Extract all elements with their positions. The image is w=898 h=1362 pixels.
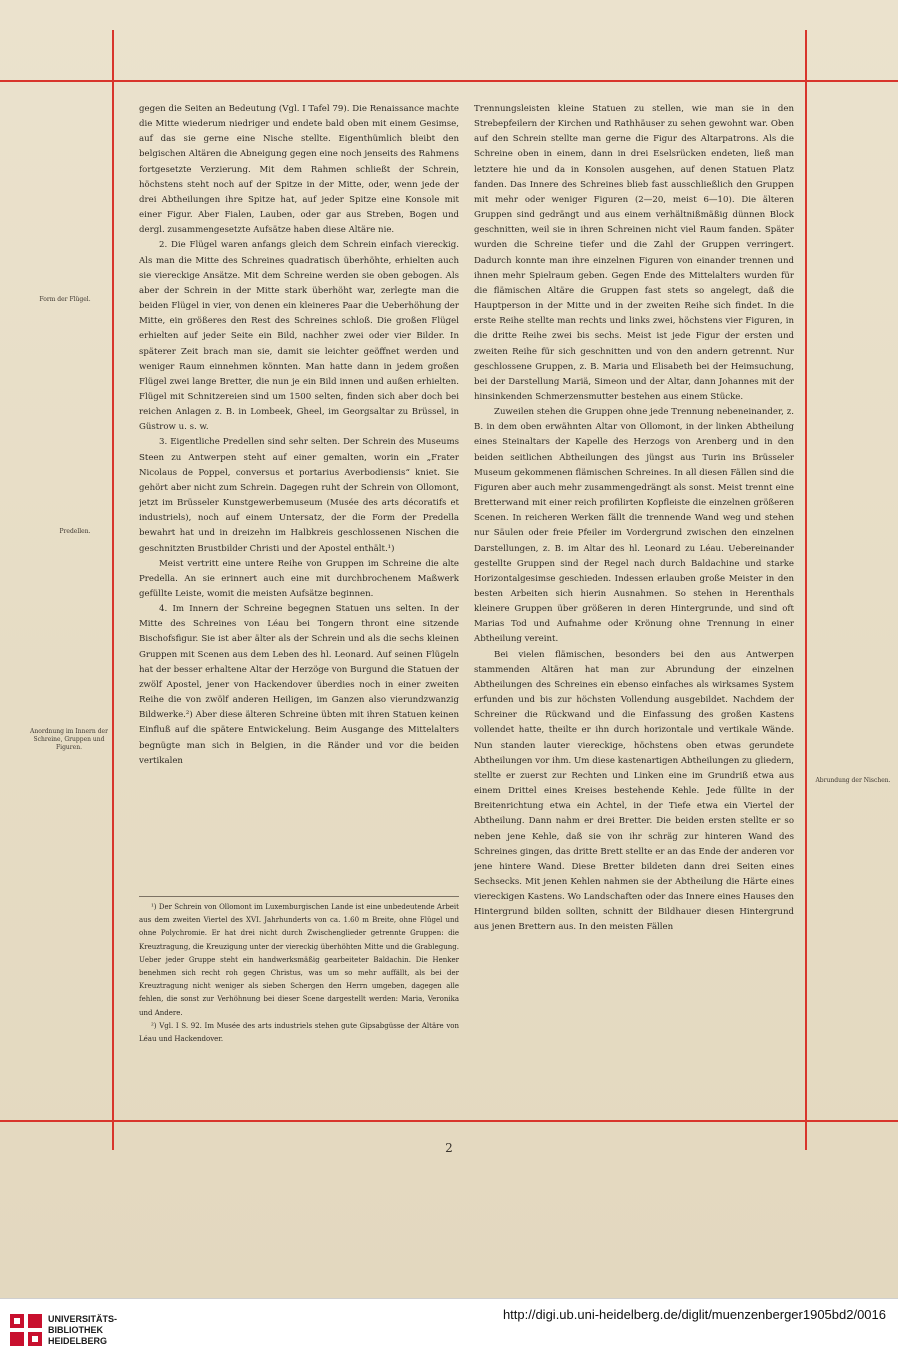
paragraph: 2. Die Flügel waren anfangs gleich dem Schrein einfach viereckig. Als man die Mitte des Schreines quadratisch überhöhte, erhielten auch sie viereckige Ansätze. Mit dem Schreine werden sie oben gebogen. Als aber der Schrein in der Mitte stark überhöht war, zerlegte man die beiden Flügel in vier, von denen ein kleineres Paar die Ueberhöhung der Mitte, ein größeres den Rest des Schreines schloß. Die großen Flügel erhielten auf jeder Seite ein Bild, nachher zwei oder vier Bilder. In späterer Zeit brach man sie, damit sie leichter geöffnet werden und weniger Raum einnehmen könnten. Man hatte dann in jedem großen Flügel zwei lange Bretter, die nun je ein Bild innen und außen erhielten. Flügel mit Schnitzereien sind um 1500 selten, finden sich aber doch bei reichen Anlagen z. B. in Lombeek, Gheel, im Georgsaltar zu Brüssel, in Güstrow u. s. w. [139,240,459,433]
paragraph: 4. Im Innern der Schreine begegnen Statuen uns selten. In der Mitte des Schreines von Léau bei Tongern thront eine sitzende Bischofsfigur. Sie ist aber älter als der Schrein und als die sechs kleinen Gruppen mit Scenen aus dem Leben des hl. Leonard. Auf seinen Flügeln hat der besser erhaltene Altar der Herzöge von Burgund die Statuen der zwölf Apostel, jener von Hackendover überdies noch in einer zweiten Reihe die von zwölf anderen Heiligen, im Ganzen also vierundzwanzig Bildwerke.²) Aber diese älteren Schreine übten mit ihren Statuen keinen Einfluß auf die spätere Entwickelung. Beim Ausgange des Mittelalters begnügte man sich in Belgien, in die Ränder und vor die beiden vertikalen [139,604,459,766]
footnote: ²) Vgl. I S. 92. Im Musée des arts industriels stehen gute Gipsabgüsse der Altäre von Léau und Hackendover. [139,1021,459,1044]
left-frame-rule [112,30,114,1150]
paragraph: 3. Eigentliche Predellen sind sehr selten. Der Schrein des Museums Steen zu Antwerpen steht auf einer gemalten, worin ein „Frater Nicolaus de Poppel, conversus et portarius Averbodiensis“ kniet. Sie gehört aber nicht zum Schrein. Dagegen ruht der Schrein von Ollomont, jetzt im Brüsseler Kunstgewerbemuseum (Musée des arts décoratifs et industriels), noch auf einem Untersatz, der die Form der Predella bewahrt hat und in dreizehn im Halbkreis geschlossenen Nischen die geschnitzten Brustbilder Christi und der Apostel enthält.¹) [139,437,459,554]
paragraph: gegen die Seiten an Bedeutung (Vgl. I Tafel 79). Die Renaissance machte die Mitte wiederum niedriger und endete bald oben mit einem Gesimse, auf das sie gerne eine Nische stellte. Eigenthümlich bleibt den belgischen Altären die Abneigung gegen eine noch jenseits des Rahmens fortgesetzte Verzierung. Mit dem Rahmen schließt der Schrein, höchstens steht noch auf der Spitze in der Mitte, oder, wenn jede der drei Abtheilungen ihre Spitze hat, auf jeder Spitze eine Konsole mit einer Figur. Aber Fialen, Lauben, oder gar aus Streben, Bogen und dergl. zusammengesetzte Aufsätze haben diese Altäre nie. [139,104,459,236]
paragraph: Meist vertritt eine untere Reihe von Gruppen im Schreine die alte Predella. An sie erinnert auch eine mit durchbrochenem Maßwerk gefüllte Leiste, womit die meisten Aufsätze beginnen. [139,558,459,599]
university-library-logo-icon [10,1314,42,1346]
permalink-url[interactable]: http://digi.ub.uni-heidelberg.de/diglit/muenzenberger1905bd2/0016 [502,1307,886,1322]
margin-note-wing-form: Form der Flügel. [39,296,91,303]
bottom-frame-rule [0,1120,898,1122]
margin-note-arrangement: Anordnung im Innern der Schreine, Gruppen und Figuren. [30,728,108,751]
left-text-column [139,102,459,892]
margin-note-niches: Abrundung der Nischen. [815,777,891,784]
library-name-line: BIBLIOTHEK [48,1325,103,1335]
library-footer [0,1298,898,1362]
footnotes [139,901,459,1046]
top-frame-rule [0,80,898,82]
paragraph: Bei vielen flämischen, besonders bei den aus Antwerpen stammenden Altären hat man zur Abrundung der einzelnen Abtheilungen des Schreines ein ebenso einfaches als wirksames System erfunden und bis zur höchsten Vollendung ausgebildet. Nachdem der Schreiner die Rückwand und die Einfassung des großen Kastens vollendet hatte, theilte er ihn durch horizontale und vertikale Wände. Nun standen lauter viereckige, höchstens oben etwas gerundete Abtheilungen vor ihm. Um diese kastenartigen Abtheilungen zu gliedern, stellte er zuerst zur Rechten und Linken eine im Grundriß etwa aus einem Drittel eines Kreises bestehende Kehle. Jede füllte in der Breitenrichtung etwa ein Achtel, in der Tiefe etwa ein Viertel der Abtheilung. Dann nahm er drei Bretter. Die beiden ersten stellte er so neben jene Kehle, daß sie von ihr schräg zur hinteren Wand des Schreines gingen, das dritte Brett stellte er an das Ende der anderen vor jene hintere Wand. Diese Bretter bildeten dann drei Seiten eines Sechsecks. Mit jenen Kehlen nahmen sie der Abtheilung die Härte eines viereckigen Kastens. Wo Landschaften oder das Innere eines Hauses den Hintergrund bilden sollten, schnitt der Bildhauer diesen Hintergrund aus jenen Brettern aus. In den meisten Fällen [474,649,794,933]
page-number: 2 [445,1141,453,1155]
paragraph: Trennungsleisten kleine Statuen zu stellen, wie man sie in den Strebepfeilern der Kirchen und Rathhäuser zu sehen gewohnt war. Oben auf den Schrein stellte man gerne die Figur des Altarpatrons. Als die Schreine oben in einem, dann in drei Eselsrücken endeten, ließ man letztere hie und da in Konsolen ausgehen, auf denen Statuen Platz fanden. Das Innere des Schreines blieb fast ausschließlich den Gruppen mit mehr oder weniger Figuren (2—20, meist 6—10). Die älteren Gruppen sind gedrängt und aus einem verhältnißmäßig dünnen Block geschnitten, weil sie in ihren Schreinen nicht viel Raum fanden. Später wurden die Schreine tiefer und die Zahl der Gruppen verringert. Dadurch konnte man ihre einzelnen Figuren von einander trennen und ihnen mehr Spielraum geben. Gegen Ende des Mittelalters wurden für die flämischen Altäre die Gruppen fast stets so angelegt, daß die Hauptperson in der Mitte und in der zweiten Reihe sich findet. In die erste Reihe stellte man rechts und links zwei, höchstens vier Figuren, in die dritte Reihe zwei bis sechs. Meist ist jede Figur der ersten und zweiten Reihe für sich geschnitten und von den andern getrennt. Nur geschlossene Gruppen, z. B. Maria und Elisabeth bei der Heimsuchung, bei der Darstellung Mariä, Simeon und der Altar, dann Johannes mit der hinsinkenden Schmerzensmutter bestehen aus einem Stücke. [474,104,794,402]
right-text-column [474,102,794,1112]
footnote: ¹) Der Schrein von Ollomont im Luxemburgischen Lande ist eine unbedeutende Arbeit aus dem zweiten Viertel des XVI. Jahrhunderts von ca. 1.60 m Breite, ohne Flügel und ohne Polychromie. Er hat drei nicht durch Zwischenglieder getrennte Gruppen: die Kreuztragung, die Kreuzigung unter der viereckig überhöhten Mitte und die Grablegung. Ueber jeder Gruppe steht ein handwerksmäßig gearbeiteter Baldachin. Die Henker benehmen sich recht roh gegen Christus, was um so mehr auffällt, als bei der Kreuztragung nicht weniger als sieben Schergen den Herrn umgeben, dagegen alle fehlen, die sonst zur Verhöhnung bei dieser Scene dargestellt werden: Maria, Veronika und Andere. [139,903,459,1017]
margin-note-predellas: Predellen. [59,528,91,535]
paragraph: Zuweilen stehen die Gruppen ohne jede Trennung nebeneinander, z. B. in dem oben erwähnten Altar von Ollomont, in der linken Abtheilung eines Steinaltars der Kapelle des Herzogs von Arenberg und in den beiden seitlichen Abtheilungen des jüngst aus Turin ins Brüsseler Museum gekommenen flämischen Schreines. In all diesen Fällen sind die Figuren aber auch mehr zusammengedrängt als sonst. Meist trennt eine Bretterwand mit einer reich profilirten Kopfleiste die einzelnen größeren Scenen. In reicheren Werken fällt die trennende Wand weg und stehen nur Säulen oder freie Pfeiler im Vordergrund zwischen den einzelnen Darstellungen, z. B. im Altar des hl. Leonard zu Léau. Uebereinander gestellte Gruppen sind der Regel nach durch Baldachine und starke Horizontalgesimse geschieden. Indessen erlauben große Meister in den besten Arbeiten sich hierin Ausnahmen. So stehen in Herenthals kleinere Gruppen über größeren in deren Hintergrunde, und sind oft Marias Tod und Aufnahme oder Krönung ohne Trennung in einer Abtheilung vereint. [474,407,794,645]
library-name [48,1314,168,1347]
library-name-line: HEIDELBERG [48,1336,108,1346]
right-frame-rule [805,30,807,1150]
footnote-divider [139,896,459,897]
library-name-line: UNIVERSITÄTS- [48,1314,118,1324]
